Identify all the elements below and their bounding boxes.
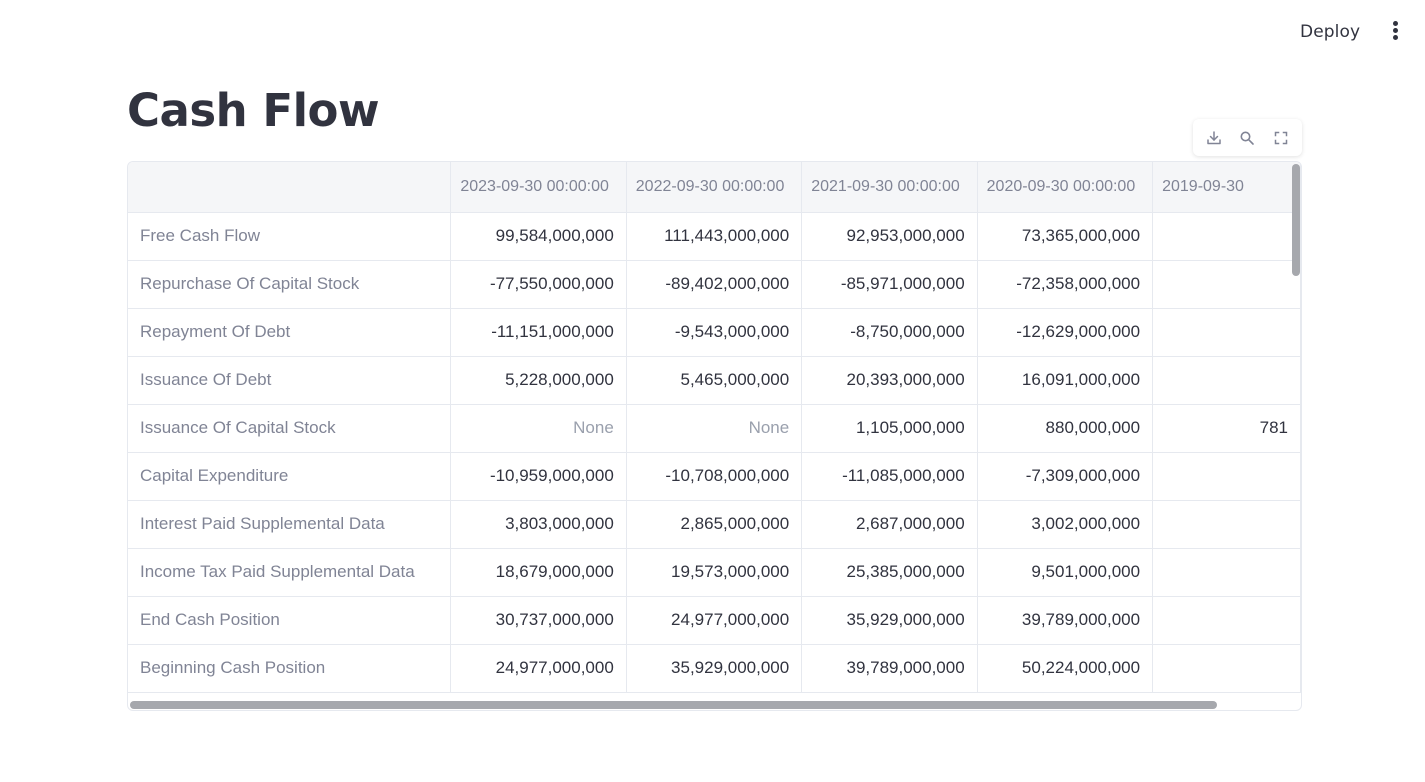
table-cell[interactable]: 24,977,000,000	[451, 644, 626, 692]
table-cell[interactable]: 5,465,000,000	[626, 356, 801, 404]
table-cell[interactable]: 35,929,000,000	[626, 644, 801, 692]
cash-flow-dataframe[interactable]	[127, 161, 1302, 711]
table-row	[128, 356, 1301, 404]
deploy-button[interactable]: Deploy	[1300, 22, 1361, 42]
table-cell[interactable]: 73,365,000,000	[977, 212, 1152, 260]
table-row	[128, 260, 1301, 308]
table-cell[interactable]: 35,929,000,000	[802, 596, 977, 644]
table-cell[interactable]: 30,737,000,000	[451, 596, 626, 644]
row-label[interactable]: Beginning Cash Position	[128, 644, 451, 692]
column-header-index[interactable]	[128, 162, 451, 212]
table-cell[interactable]: 880,000,000	[977, 404, 1152, 452]
table-cell[interactable]: -72,358,000,000	[977, 260, 1152, 308]
column-header[interactable]: 2023-09-30 00:00:00	[451, 162, 626, 212]
table-cell[interactable]: 5,228,000,000	[451, 356, 626, 404]
row-label[interactable]: Repurchase Of Capital Stock	[128, 260, 451, 308]
column-header[interactable]: 2020-09-30 00:00:00	[977, 162, 1152, 212]
row-label[interactable]: Repayment Of Debt	[128, 308, 451, 356]
row-label[interactable]: Issuance Of Debt	[128, 356, 451, 404]
table-cell[interactable]: -11,151,000,000	[451, 308, 626, 356]
table-cell[interactable]: 3,002,000,000	[977, 500, 1152, 548]
table-cell[interactable]: 92,953,000,000	[802, 212, 977, 260]
table-cell[interactable]: None	[451, 404, 626, 452]
table-cell[interactable]: 1,105,000,000	[802, 404, 977, 452]
table-cell[interactable]: 20,393,000,000	[802, 356, 977, 404]
table-cell[interactable]: 2,865,000,000	[626, 500, 801, 548]
table-cell[interactable]: 24,977,000,000	[626, 596, 801, 644]
table-cell[interactable]: 781	[1153, 404, 1301, 452]
table-cell[interactable]	[1153, 644, 1301, 692]
table-cell[interactable]	[1153, 452, 1301, 500]
table-row	[128, 500, 1301, 548]
row-label[interactable]: Issuance Of Capital Stock	[128, 404, 451, 452]
fullscreen-icon[interactable]	[1267, 124, 1295, 152]
table-cell[interactable]	[1153, 212, 1301, 260]
table-cell[interactable]: -10,708,000,000	[626, 452, 801, 500]
more-vertical-icon[interactable]	[1387, 21, 1403, 45]
table-cell[interactable]: -9,543,000,000	[626, 308, 801, 356]
table-cell[interactable]	[1153, 260, 1301, 308]
table-cell[interactable]: 3,803,000,000	[451, 500, 626, 548]
table-cell[interactable]: -7,309,000,000	[977, 452, 1152, 500]
row-label[interactable]: End Cash Position	[128, 596, 451, 644]
table-cell[interactable]: 39,789,000,000	[802, 644, 977, 692]
table-cell[interactable]: 39,789,000,000	[977, 596, 1152, 644]
table-cell[interactable]: -85,971,000,000	[802, 260, 977, 308]
table-cell[interactable]: 99,584,000,000	[451, 212, 626, 260]
row-label[interactable]: Capital Expenditure	[128, 452, 451, 500]
table-cell[interactable]	[1153, 596, 1301, 644]
page-title: Cash Flow	[127, 84, 380, 137]
table-cell[interactable]: None	[626, 404, 801, 452]
table-row	[128, 644, 1301, 692]
table-cell[interactable]: -10,959,000,000	[451, 452, 626, 500]
search-icon[interactable]	[1233, 124, 1261, 152]
table-row	[128, 548, 1301, 596]
column-header[interactable]: 2019-09-30	[1153, 162, 1301, 212]
table-cell[interactable]: 50,224,000,000	[977, 644, 1152, 692]
table-cell[interactable]: 18,679,000,000	[451, 548, 626, 596]
table-cell[interactable]: -89,402,000,000	[626, 260, 801, 308]
table-cell[interactable]: -12,629,000,000	[977, 308, 1152, 356]
row-label[interactable]: Interest Paid Supplemental Data	[128, 500, 451, 548]
row-label[interactable]: Income Tax Paid Supplemental Data	[128, 548, 451, 596]
table-toolbar	[1193, 119, 1302, 156]
cash-flow-table	[128, 162, 1301, 693]
vertical-scrollbar[interactable]	[1292, 164, 1300, 276]
table-cell[interactable]	[1153, 548, 1301, 596]
table-header-row	[128, 162, 1301, 212]
table-row	[128, 596, 1301, 644]
table-cell[interactable]	[1153, 356, 1301, 404]
table-cell[interactable]: 2,687,000,000	[802, 500, 977, 548]
horizontal-scrollbar[interactable]	[130, 701, 1217, 709]
table-row	[128, 404, 1301, 452]
table-cell[interactable]	[1153, 500, 1301, 548]
download-icon[interactable]	[1200, 124, 1228, 152]
table-cell[interactable]	[1153, 308, 1301, 356]
table-cell[interactable]: -77,550,000,000	[451, 260, 626, 308]
top-bar	[0, 0, 1425, 64]
table-cell[interactable]: 9,501,000,000	[977, 548, 1152, 596]
table-cell[interactable]: -11,085,000,000	[802, 452, 977, 500]
table-cell[interactable]: 19,573,000,000	[626, 548, 801, 596]
column-header[interactable]: 2022-09-30 00:00:00	[626, 162, 801, 212]
row-label[interactable]: Free Cash Flow	[128, 212, 451, 260]
table-cell[interactable]: 25,385,000,000	[802, 548, 977, 596]
table-cell[interactable]: 16,091,000,000	[977, 356, 1152, 404]
table-row	[128, 212, 1301, 260]
table-row	[128, 308, 1301, 356]
table-cell[interactable]: 111,443,000,000	[626, 212, 801, 260]
column-header[interactable]: 2021-09-30 00:00:00	[802, 162, 977, 212]
table-row	[128, 452, 1301, 500]
table-cell[interactable]: -8,750,000,000	[802, 308, 977, 356]
